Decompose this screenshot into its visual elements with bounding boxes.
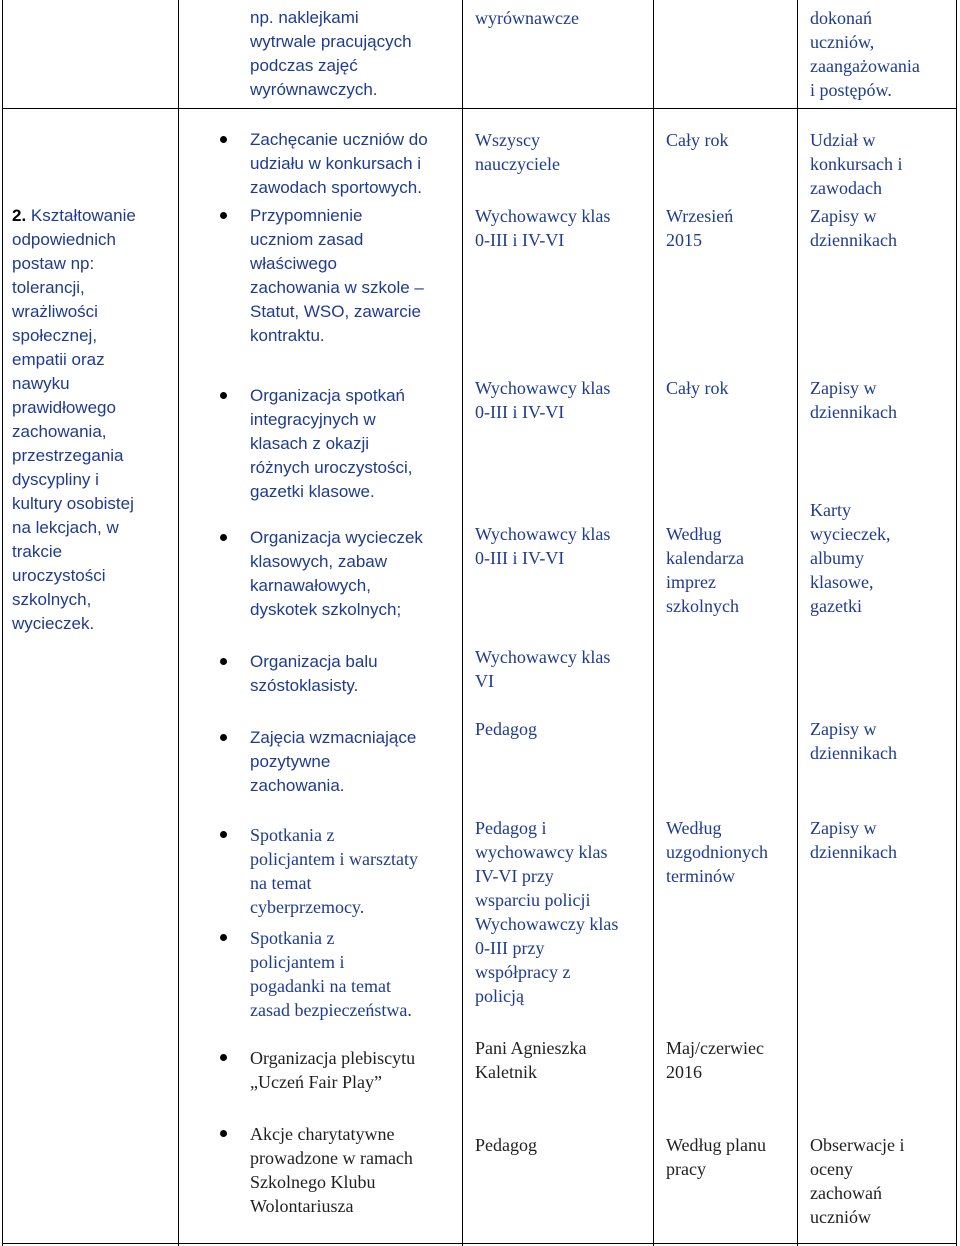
evaluation-cell: Udział w konkursach i zawodach bbox=[810, 130, 903, 198]
term-cell: Cały rok bbox=[666, 378, 729, 398]
bullet-icon bbox=[220, 831, 227, 838]
task-item: Spotkania z policjantem i pogadanki na temat zasad bezpieczeństwa. bbox=[250, 928, 412, 1020]
bullet-icon bbox=[220, 1130, 227, 1137]
bullet-icon bbox=[220, 392, 227, 399]
task-item: Organizacja plebiscytu „Uczeń Fair Play” bbox=[250, 1048, 416, 1092]
table-border-right bbox=[956, 0, 957, 1246]
term-cell: Maj/czerwiec 2016 bbox=[666, 1038, 764, 1082]
task-item: Akcje charytatywne prowadzone w ramach Szkolnego Klubu Wolontariusza bbox=[250, 1124, 413, 1216]
responsible-cell: Pedagog bbox=[475, 719, 537, 739]
section-title-text: Kształtowanie odpowiednich postaw np: tolerancji, wrażliwości społecznej, empatii oraz nawyku prawidłowego zachowania, przestrzegania dyscypliny i kultury osobistej na lekcjach, w trakcie uroczystości szkolnych, wycieczek. bbox=[12, 206, 136, 633]
task-item: Organizacja spotkań integracyjnych w klasach z okazji różnych uroczystości, gazetki klasowe. bbox=[250, 386, 413, 501]
row-divider-top bbox=[2, 108, 957, 109]
top-row-cell-2: np. naklejkami wytrwale pracujących podczas zajęć wyrównawczych. bbox=[250, 8, 412, 99]
evaluation-cell: Zapisy w dziennikach bbox=[810, 719, 897, 763]
table-divider-col1 bbox=[178, 0, 179, 1246]
term-cell: Wrzesień 2015 bbox=[666, 206, 734, 250]
evaluation-cell: Zapisy w dziennikach bbox=[810, 818, 897, 862]
top-row-cell-5: dokonań uczniów, zaangażowania i postępów. bbox=[810, 8, 920, 100]
bullet-icon bbox=[220, 212, 227, 219]
top-row-cell-3: wyrównawcze bbox=[475, 8, 579, 28]
table-divider-col2 bbox=[462, 0, 463, 1246]
table-border-left bbox=[2, 0, 3, 1246]
bullet-icon bbox=[220, 534, 227, 541]
evaluation-cell: Karty wycieczek, albumy klasowe, gazetki bbox=[810, 500, 891, 616]
responsible-cell: Pani Agnieszka Kaletnik bbox=[475, 1038, 587, 1082]
bullet-icon bbox=[220, 734, 227, 741]
term-cell: Według uzgodnionych terminów bbox=[666, 818, 768, 886]
task-item: Przypomnienie uczniom zasad właściwego zachowania w szkole – Statut, WSO, zawarcie kontraktu. bbox=[250, 206, 424, 345]
term-cell: Cały rok bbox=[666, 130, 729, 150]
term-cell: Według planu pracy bbox=[666, 1135, 767, 1179]
responsible-cell: Pedagog bbox=[475, 1135, 537, 1155]
responsible-cell: Wszyscy nauczyciele bbox=[475, 130, 560, 174]
responsible-cell: Wychowawcy klas VI bbox=[475, 647, 611, 691]
bullet-icon bbox=[220, 136, 227, 143]
table-divider-col3 bbox=[653, 0, 654, 1246]
bullet-icon bbox=[220, 658, 227, 665]
table-divider-col4 bbox=[797, 0, 798, 1246]
task-item: Zajęcia wzmacniające pozytywne zachowania. bbox=[250, 728, 417, 795]
evaluation-cell: Zapisy w dziennikach bbox=[810, 378, 897, 422]
term-cell: Według kalendarza imprez szkolnych bbox=[666, 524, 744, 616]
responsible-cell: Wychowawcy klas 0-III i IV-VI bbox=[475, 524, 611, 568]
responsible-cell: Wychowawcy klas 0-III i IV-VI bbox=[475, 378, 611, 422]
evaluation-cell: Obserwacje i oceny zachowań uczniów bbox=[810, 1135, 905, 1227]
responsible-cell: Wychowawcy klas 0-III i IV-VI bbox=[475, 206, 611, 250]
task-item: Organizacja balu szóstoklasisty. bbox=[250, 652, 378, 695]
bullet-icon bbox=[220, 934, 227, 941]
task-item: Spotkania z policjantem i warsztaty na temat cyberprzemocy. bbox=[250, 825, 418, 917]
section-title bbox=[12, 204, 172, 636]
row-divider-bottom bbox=[2, 1243, 957, 1244]
task-item: Organizacja wycieczek klasowych, zabaw karnawałowych, dyskotek szkolnych; bbox=[250, 528, 423, 619]
section-number: 2. bbox=[12, 206, 27, 225]
responsible-cell: Pedagog i wychowawcy klas IV-VI przy wsparciu policji Wychowawczy klas 0-III przy współpracy z policją bbox=[475, 818, 619, 1006]
evaluation-cell: Zapisy w dziennikach bbox=[810, 206, 897, 250]
bullet-icon bbox=[220, 1054, 227, 1061]
task-item: Zachęcanie uczniów do udziału w konkursach i zawodach sportowych. bbox=[250, 130, 428, 197]
